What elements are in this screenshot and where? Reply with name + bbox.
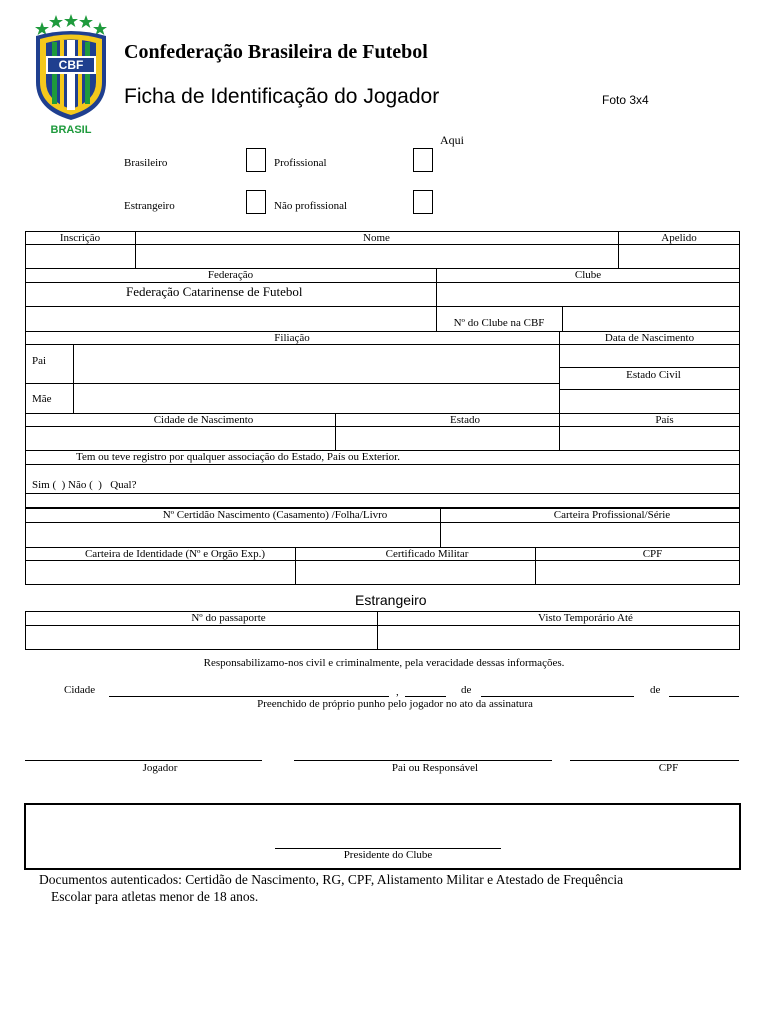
- apelido-label: Apelido: [661, 232, 697, 244]
- certidao-field[interactable]: [26, 523, 439, 546]
- sim-nao-options[interactable]: Sim ( ) Não ( ) Qual?: [32, 479, 137, 491]
- cbf-logo: [30, 12, 112, 136]
- carteira-profissional-field[interactable]: [441, 523, 739, 546]
- filiacao-label: Filiação: [274, 332, 310, 344]
- org-name: Confederação Brasileira de Futebol: [124, 41, 428, 63]
- estrangeiro-heading: Estrangeiro: [355, 592, 427, 608]
- form-title: Ficha de Identificação do Jogador: [124, 85, 440, 108]
- carteira-identidade-field[interactable]: [26, 561, 294, 584]
- assinatura-note: Preenchido de próprio punho pelo jogador no ato da assinatura: [257, 698, 533, 710]
- cpf-label: CPF: [642, 548, 663, 560]
- cpf-field[interactable]: [536, 561, 739, 584]
- footer-line-2: Escolar para atletas menor de 18 anos.: [51, 889, 259, 904]
- presidente-label: Presidente do Clube: [343, 849, 433, 861]
- comma-label: ,: [396, 686, 399, 698]
- footer-line-1: Documentos autenticados: Certidão de Nascimento, RG, CPF, Alistamento Militar e Atestado de Frequência: [39, 872, 624, 887]
- inscricao-label: Inscrição: [59, 232, 101, 244]
- estado-civil-field[interactable]: [560, 390, 739, 413]
- registro-question: Tem ou teve registro por qualquer associação do Estado, País ou Exterior.: [76, 451, 400, 463]
- cidade-nascimento-label: Cidade de Nascimento: [153, 414, 254, 426]
- mae-field[interactable]: [74, 384, 558, 413]
- carteira-identidade-label: Carteira de Identidade (Nº e Orgão Exp.): [84, 548, 266, 560]
- jogador-label: Jogador: [142, 762, 178, 774]
- apelido-field[interactable]: [619, 245, 739, 268]
- cidade-nascimento-field[interactable]: [26, 427, 334, 450]
- estado-civil-label: Estado Civil: [626, 369, 681, 381]
- num-clube-cbf-label: Nº do Clube na CBF: [453, 317, 545, 329]
- certificado-militar-field[interactable]: [296, 561, 534, 584]
- estrangeiro-checkbox[interactable]: [246, 190, 266, 214]
- num-clube-cbf-field[interactable]: [563, 307, 739, 331]
- visto-label: Visto Temporário Até: [538, 612, 633, 624]
- logo-abbr: CBF: [58, 58, 84, 72]
- photo-label: Foto 3x4: [602, 93, 649, 107]
- cpf-signature-line[interactable]: [570, 760, 739, 761]
- passaporte-label: Nº do passaporte: [191, 612, 266, 624]
- pais-field[interactable]: [560, 427, 739, 450]
- nome-label: Nome: [363, 232, 390, 244]
- federacao-label: Federação: [207, 269, 254, 281]
- cidade-line[interactable]: [109, 696, 389, 697]
- visto-field[interactable]: [378, 626, 739, 649]
- nome-field[interactable]: [136, 245, 617, 268]
- option-estrangeiro-label: Estrangeiro: [124, 200, 175, 212]
- mae-label: Mãe: [32, 393, 52, 405]
- option-nao-profissional-label: Não profissional: [274, 200, 348, 212]
- cbf-crest-icon: [30, 12, 112, 136]
- option-brasileiro-label: Brasileiro: [124, 157, 168, 169]
- pai-label: Pai: [32, 355, 47, 367]
- clube-label: Clube: [574, 269, 602, 281]
- pai-responsavel-label: Pai ou Responsável: [391, 762, 479, 774]
- declaration-text: Responsabilizamo-nos civil e criminalmente, pela veracidade dessas informações.: [203, 657, 565, 669]
- option-profissional-label: Profissional: [274, 157, 327, 169]
- dia-line[interactable]: [405, 696, 446, 697]
- pai-signature-line[interactable]: [294, 760, 552, 761]
- clube-field[interactable]: [437, 283, 739, 305]
- estado-label: Estado: [450, 414, 480, 426]
- logo-country: BRASIL: [50, 124, 92, 136]
- profissional-checkbox[interactable]: [413, 148, 433, 172]
- data-nascimento-label: Data de Nascimento: [604, 332, 695, 344]
- de-label-1: de: [461, 684, 472, 696]
- ano-line[interactable]: [669, 696, 739, 697]
- photo-here-label: Aqui: [440, 133, 464, 147]
- cpf-signature-label: CPF: [658, 762, 679, 774]
- data-nascimento-field[interactable]: [560, 345, 739, 366]
- jogador-signature-line[interactable]: [25, 760, 262, 761]
- passaporte-field[interactable]: [26, 626, 376, 649]
- inscricao-field[interactable]: [26, 245, 134, 268]
- brasileiro-checkbox[interactable]: [246, 148, 266, 172]
- cidade-label: Cidade: [64, 684, 96, 696]
- estado-field[interactable]: [336, 427, 558, 450]
- mes-line[interactable]: [481, 696, 634, 697]
- federacao-value[interactable]: Federação Catarinense de Futebol: [126, 284, 303, 299]
- nao-profissional-checkbox[interactable]: [413, 190, 433, 214]
- certidao-label: Nº Certidão Nascimento (Casamento) /Folha/Livro: [162, 509, 388, 521]
- carteira-profissional-label: Carteira Profissional/Série: [553, 509, 671, 521]
- pai-field[interactable]: [74, 345, 558, 382]
- de-label-2: de: [650, 684, 661, 696]
- certificado-militar-label: Certificado Militar: [385, 548, 469, 560]
- pais-label: País: [655, 414, 674, 426]
